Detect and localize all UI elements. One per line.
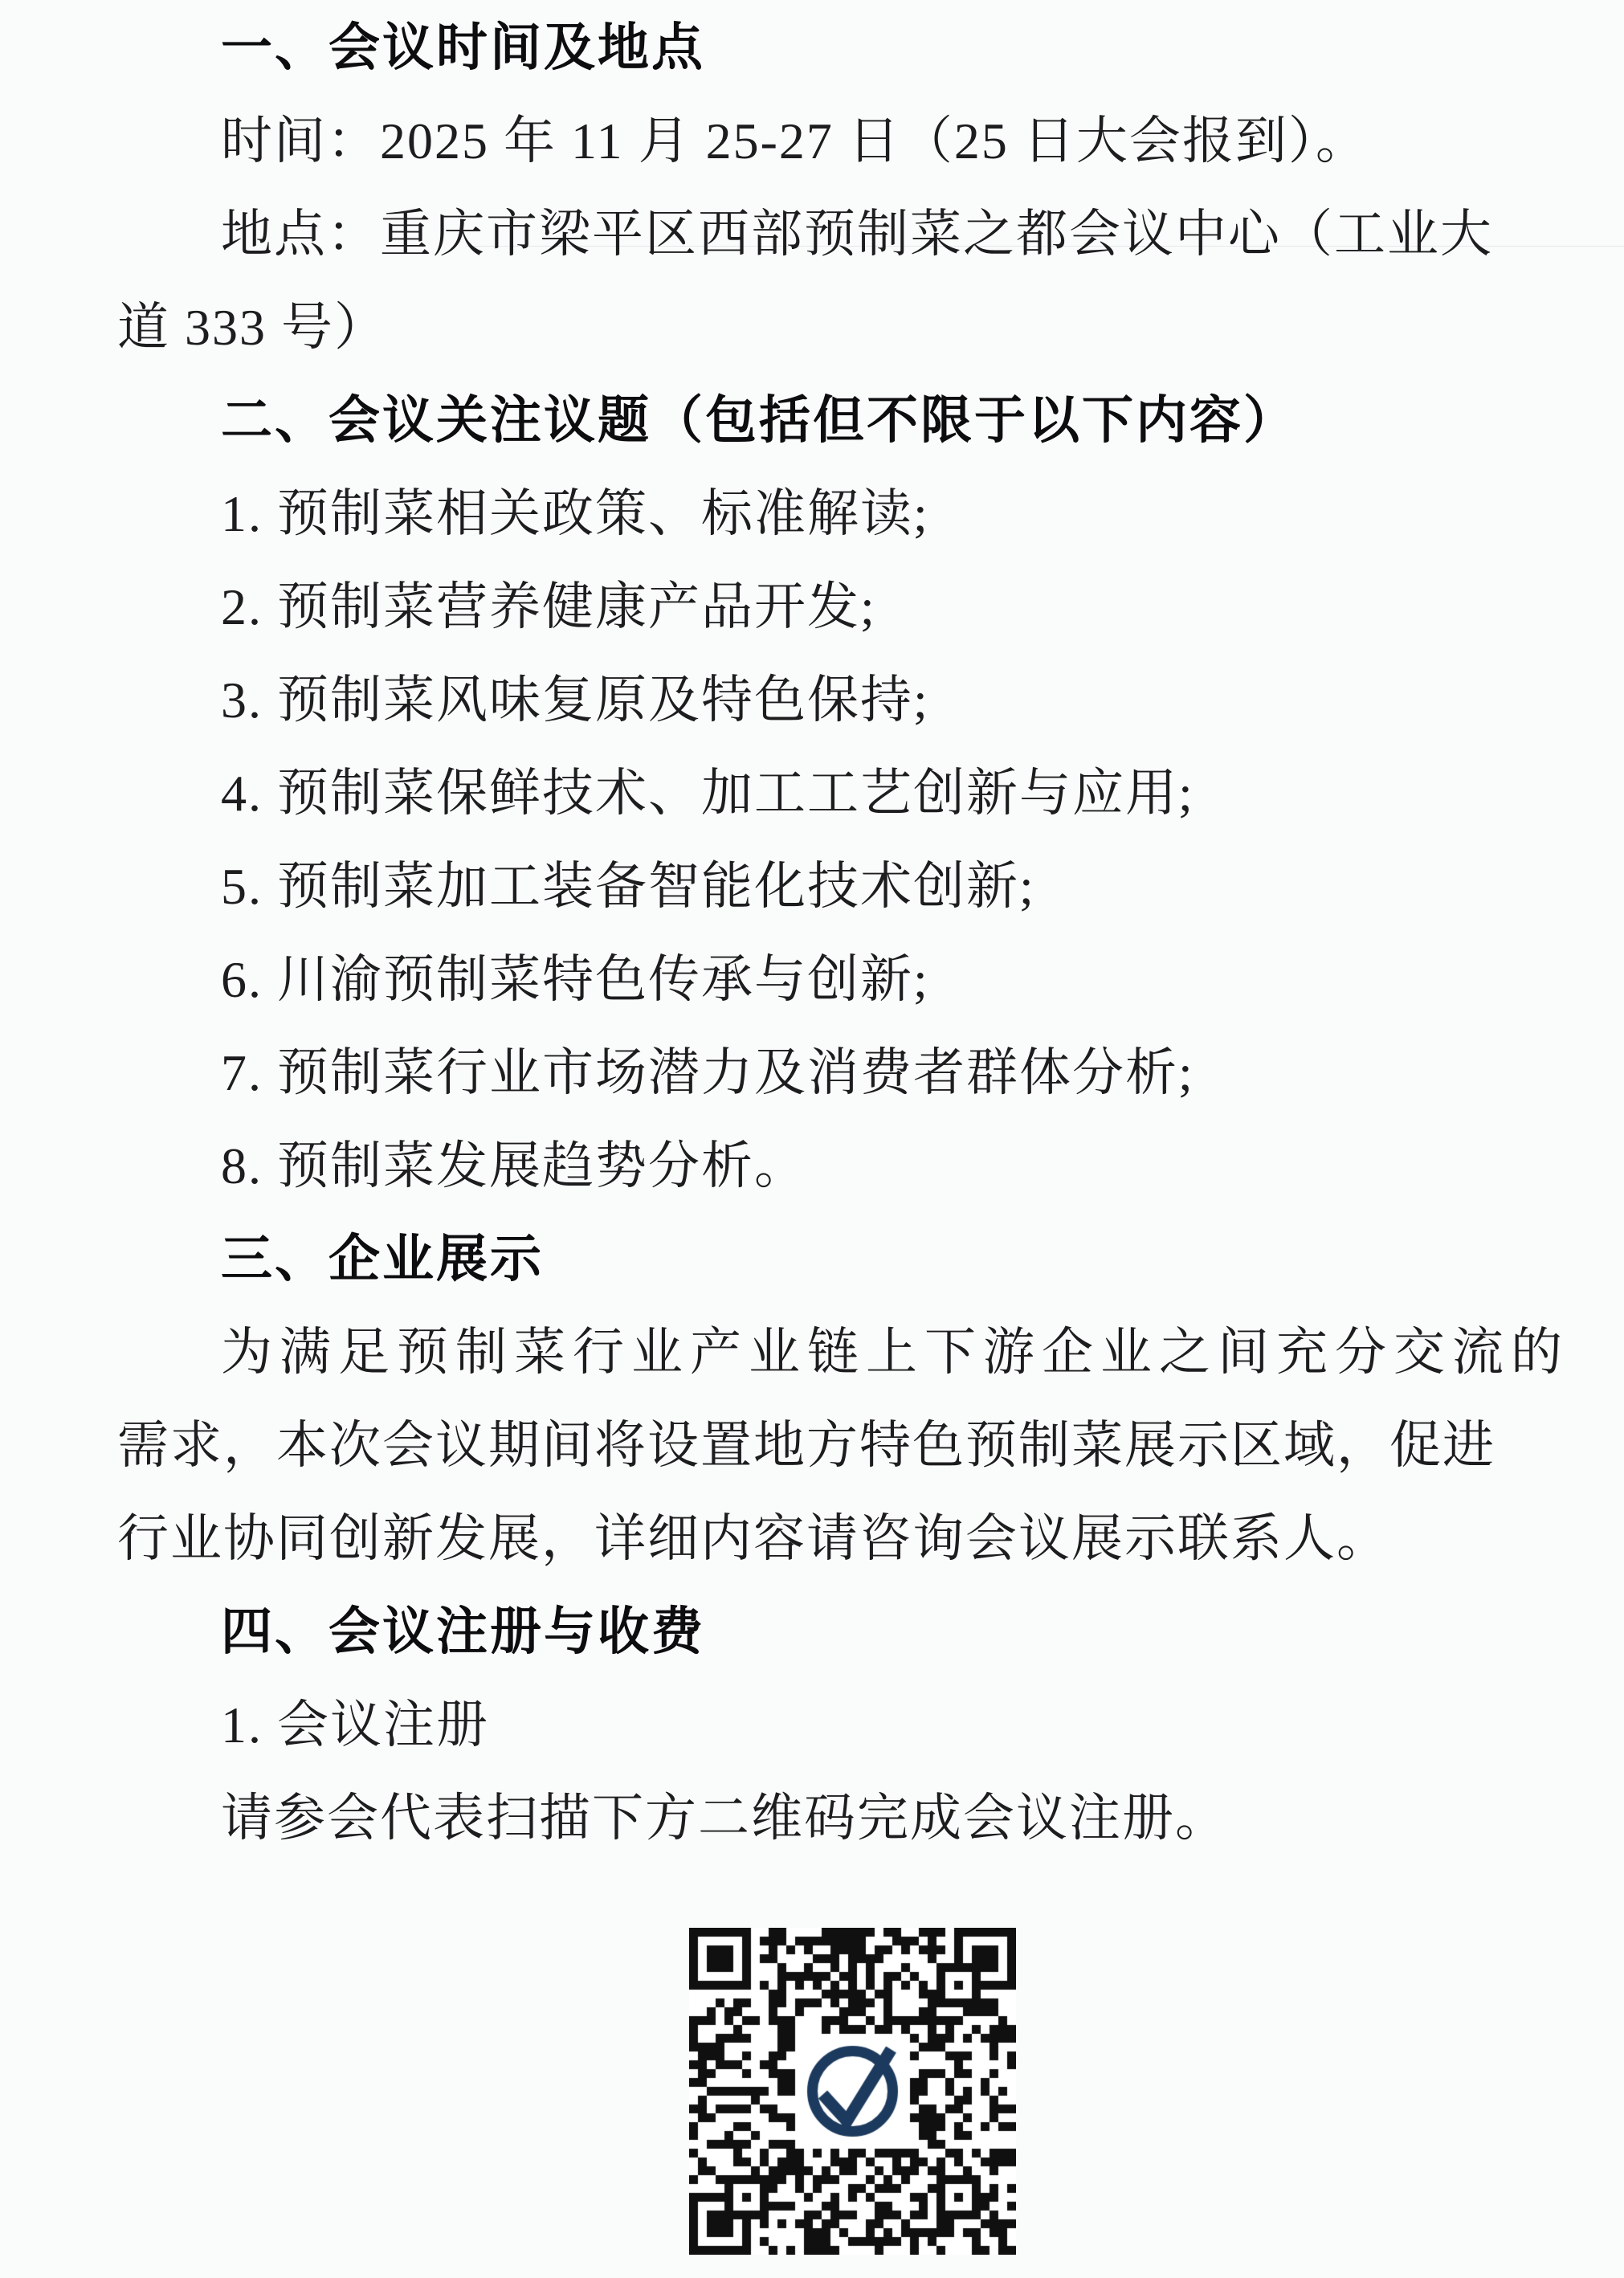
exhibition-paragraph-line-1: 为满足预制菜行业产业链上下游企业之间充分交流的 bbox=[221, 1324, 1569, 1381]
section-heading-3: 三、企业展示 bbox=[221, 1230, 544, 1289]
meeting-venue-line-continued: 道 333 号） bbox=[117, 299, 387, 356]
topic-item-2: 2. 预制菜营养健康产品开发; bbox=[221, 578, 876, 635]
registration-instruction-line: 请参会代表扫描下方二维码完成会议注册。 bbox=[221, 1790, 1228, 1847]
topic-item-6: 6. 川渝预制菜特色传承与创新; bbox=[221, 951, 929, 1008]
topic-item-1: 1. 预制菜相关政策、标准解读; bbox=[221, 485, 929, 542]
topic-item-7: 7. 预制菜行业市场潜力及消费者群体分析; bbox=[221, 1044, 1194, 1101]
exhibition-paragraph-line-3: 行业协同创新发展，详细内容请咨询会议展示联系人。 bbox=[117, 1510, 1389, 1567]
topic-item-8: 8. 预制菜发展趋势分析。 bbox=[221, 1137, 807, 1194]
exhibition-paragraph-line-2: 需求，本次会议期间将设置地方特色预制菜展示区域，促进 bbox=[117, 1417, 1495, 1474]
topic-item-5: 5. 预制菜加工装备智能化技术创新; bbox=[221, 858, 1035, 915]
topic-item-4: 4. 预制菜保鲜技术、加工工艺创新与应用; bbox=[221, 765, 1194, 822]
qr-canvas-with-check-circle-logo bbox=[689, 1928, 1016, 2255]
meeting-time-line: 时间：2025 年 11 月 25-27 日（25 日大会报到）。 bbox=[221, 112, 1369, 169]
registration-subheading: 1. 会议注册 bbox=[221, 1696, 489, 1753]
section-heading-4: 四、会议注册与收费 bbox=[221, 1602, 705, 1662]
topic-item-3: 3. 预制菜风味复原及特色保持; bbox=[221, 672, 929, 729]
registration-qr-code bbox=[689, 1928, 1016, 2255]
meeting-venue-line: 地点：重庆市梁平区西部预制菜之都会议中心（工业大 bbox=[221, 206, 1493, 263]
section-heading-1: 一、会议时间及地点 bbox=[221, 18, 705, 78]
section-heading-2: 二、会议关注议题（包括但不限于以下内容） bbox=[221, 391, 1297, 451]
